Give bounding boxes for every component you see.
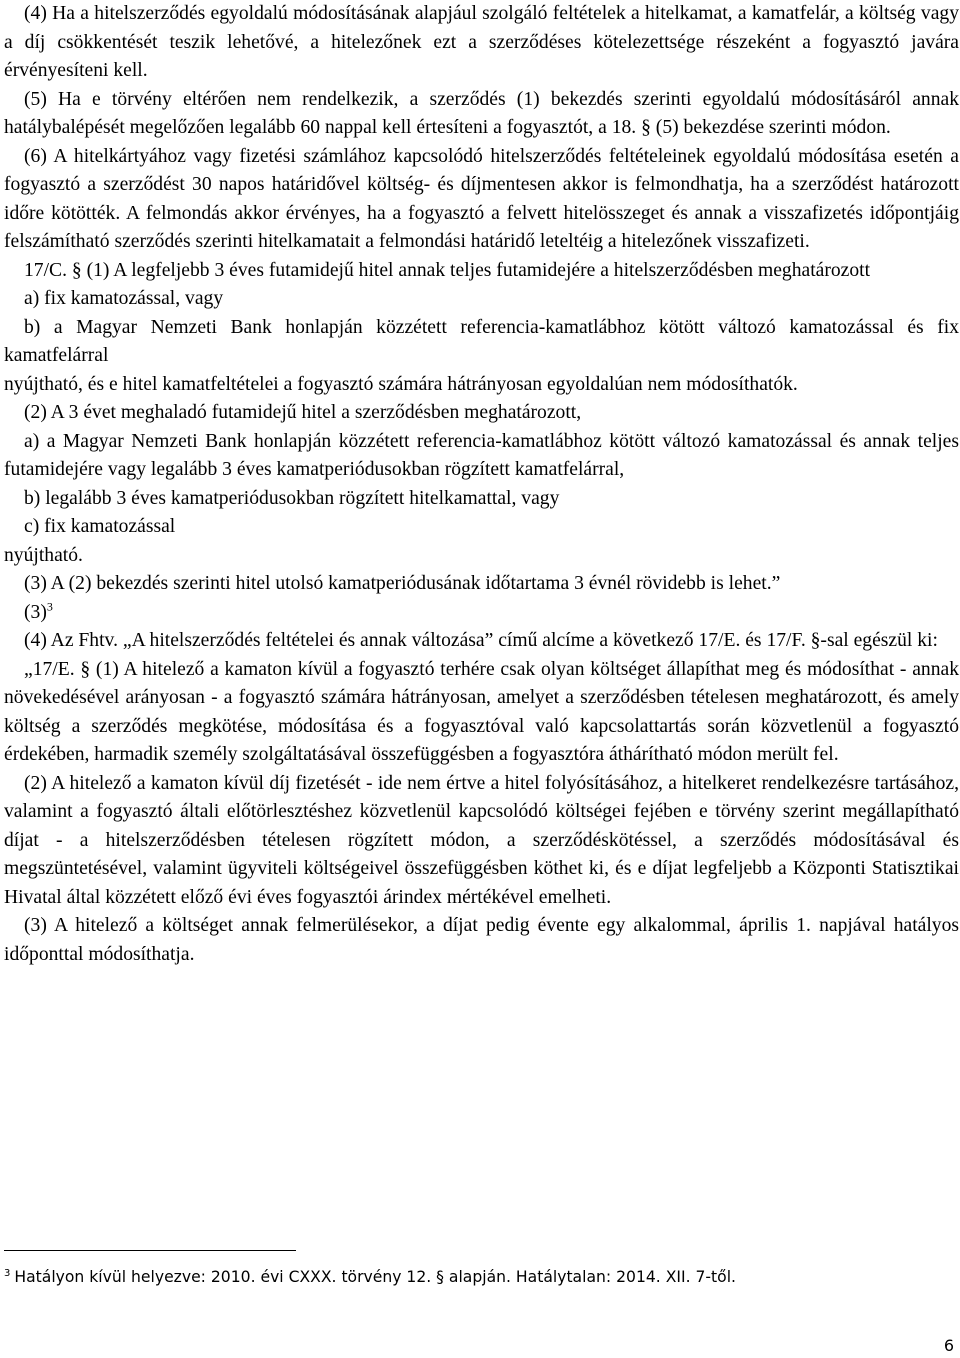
section-17c-2-c: c) fix kamatozással <box>24 516 176 537</box>
page-number: 6 <box>943 1336 954 1355</box>
section-17c-2-a: a) a Magyar Nemzeti Bank honlapján közzétett referencia-kamatlábhoz kötött változó kamatozással és annak teljes futamidejére vagy legalább 3 éves kamatperiódusokban rögzített kamatfelárral, <box>4 430 959 480</box>
paragraph-6: (6) A hitelkártyához vagy fizetési számlához kapcsolódó hitelszerződés feltételeinek egyoldalú módosítása esetén a fogyasztó a szerződést 30 napos határidővel költség- és díjmentesen akkor is felmondhatja, ha a szerződést határozott időre kötötték. A felmondás akkor érvényes, ha a fogyasztó a felvett hitelösszeget és annak a visszafizetés időpontjáig felszámítható szerződés szerinti hitelkamatait a felmondási határidő leteltéig a hitelezőnek visszafizeti. <box>4 145 959 252</box>
section-17c-1-b: b) a Magyar Nemzeti Bank honlapján közzétett referencia-kamatlábhoz kötött változó kamatozással és fix kamatfelárral <box>4 316 959 366</box>
section-17c-2: (2) A 3 évet meghaladó futamidejű hitel a szerződésben meghatározott, <box>24 402 582 423</box>
footnote-mark: 3 <box>4 1267 11 1279</box>
footnote <box>4 1266 736 1288</box>
footnote-reference[interactable]: 3 <box>46 598 53 613</box>
section-17c-3: (3) A (2) bekezdés szerinti hitel utolsó kamatperiódusának időtartama 3 évnél rövidebb is lehet.” <box>24 573 781 594</box>
section-17c-1-a: a) fix kamatozással, vagy <box>24 288 224 309</box>
section-17c-1: 17/C. § (1) A legfeljebb 3 éves futamidejű hitel annak teljes futamidejére a hitelszerződésben meghatározott <box>24 259 871 281</box>
document-body <box>4 0 959 969</box>
section-17c-4: (4) Az Fhtv. „A hitelszerződés feltételei és annak változása” című alcíme a következő 17/E. és 17/F. §-sal egészül ki: <box>24 630 938 651</box>
section-17c-3-repealed <box>4 599 959 628</box>
footnote-separator <box>4 1250 296 1251</box>
section-17c-2-b: b) legalább 3 éves kamatperiódusokban rögzített hitelkamattal, vagy <box>24 487 560 509</box>
section-17c-1-end: nyújtható, és e hitel kamatfeltételei a fogyasztó számára hátrányosan egyoldalúan nem módosíthatók. <box>4 373 798 395</box>
section-17c-2-end: nyújtható. <box>4 544 83 566</box>
repealed-label: (3) <box>24 601 47 623</box>
paragraph-5: (5) Ha e törvény eltérően nem rendelkezik, a szerződés (1) bekezdés szerinti egyoldalú módosításáról annak hatálybalépését megelőzően legalább 60 nappal kell értesíteni a fogyasztót, a 18. § (5) bekezdése szerinti módon. <box>4 88 959 138</box>
section-17e-2: (2) A hitelező a kamaton kívül díj fizetését - ide nem értve a hitel folyósításához, a hitelkeret rendelkezésre tartásához, valamint a fogyasztó általi előtörlesztéshez közvetlenül kapcsolódó költségei fejében e törvény szerint megállapítható díjat - a hitelszerződésben tételesen rögzített módon, a szerződéskötéssel, a szerződés módosításával és megszüntetésével, valamint ügyviteli költségeivel összefüggésben köthet ki, és e díjat legfeljebb a Központi Statisztikai Hivatal által közzétett előző évi éves fogyasztói árindex mértékével emelheti. <box>4 772 959 908</box>
footnote-text: Hatályon kívül helyezve: 2010. évi CXXX. törvény 12. § alapján. Hatálytalan: 2014. XII. 7-től. <box>14 1268 736 1286</box>
paragraph-4: (4) Ha a hitelszerződés egyoldalú módosításának alapjául szolgáló feltételek a hitelkamat, a kamatfelár, a költség vagy a díj csökkentését teszik lehetővé, a hitelezőnek ezt a szerződéses kötelezettsége részeként a fogyasztó javára érvényesíteni kell. <box>4 3 959 81</box>
section-17e-1: „17/E. § (1) A hitelező a kamaton kívül a fogyasztó terhére csak olyan költséget állapíthat meg és módosíthat - annak növekedésével arányosan - a fogyasztó számára hátrányosan, amelyet a szerződésben tételesen meghatározott, és amely költség a szerződés megkötése, módosítása és a fogyasztóval való kapcsolattartás során közvetlenül a fogyasztó érdekében, harmadik személy szolgáltatásával összefüggésben a fogyasztóra áthárítható módon merült fel. <box>4 658 959 765</box>
section-17e-3: (3) A hitelező a költséget annak felmerülésekor, a díjat pedig évente egy alkalommal, április 1. napjával hatályos időponttal módosíthatja. <box>4 915 959 965</box>
